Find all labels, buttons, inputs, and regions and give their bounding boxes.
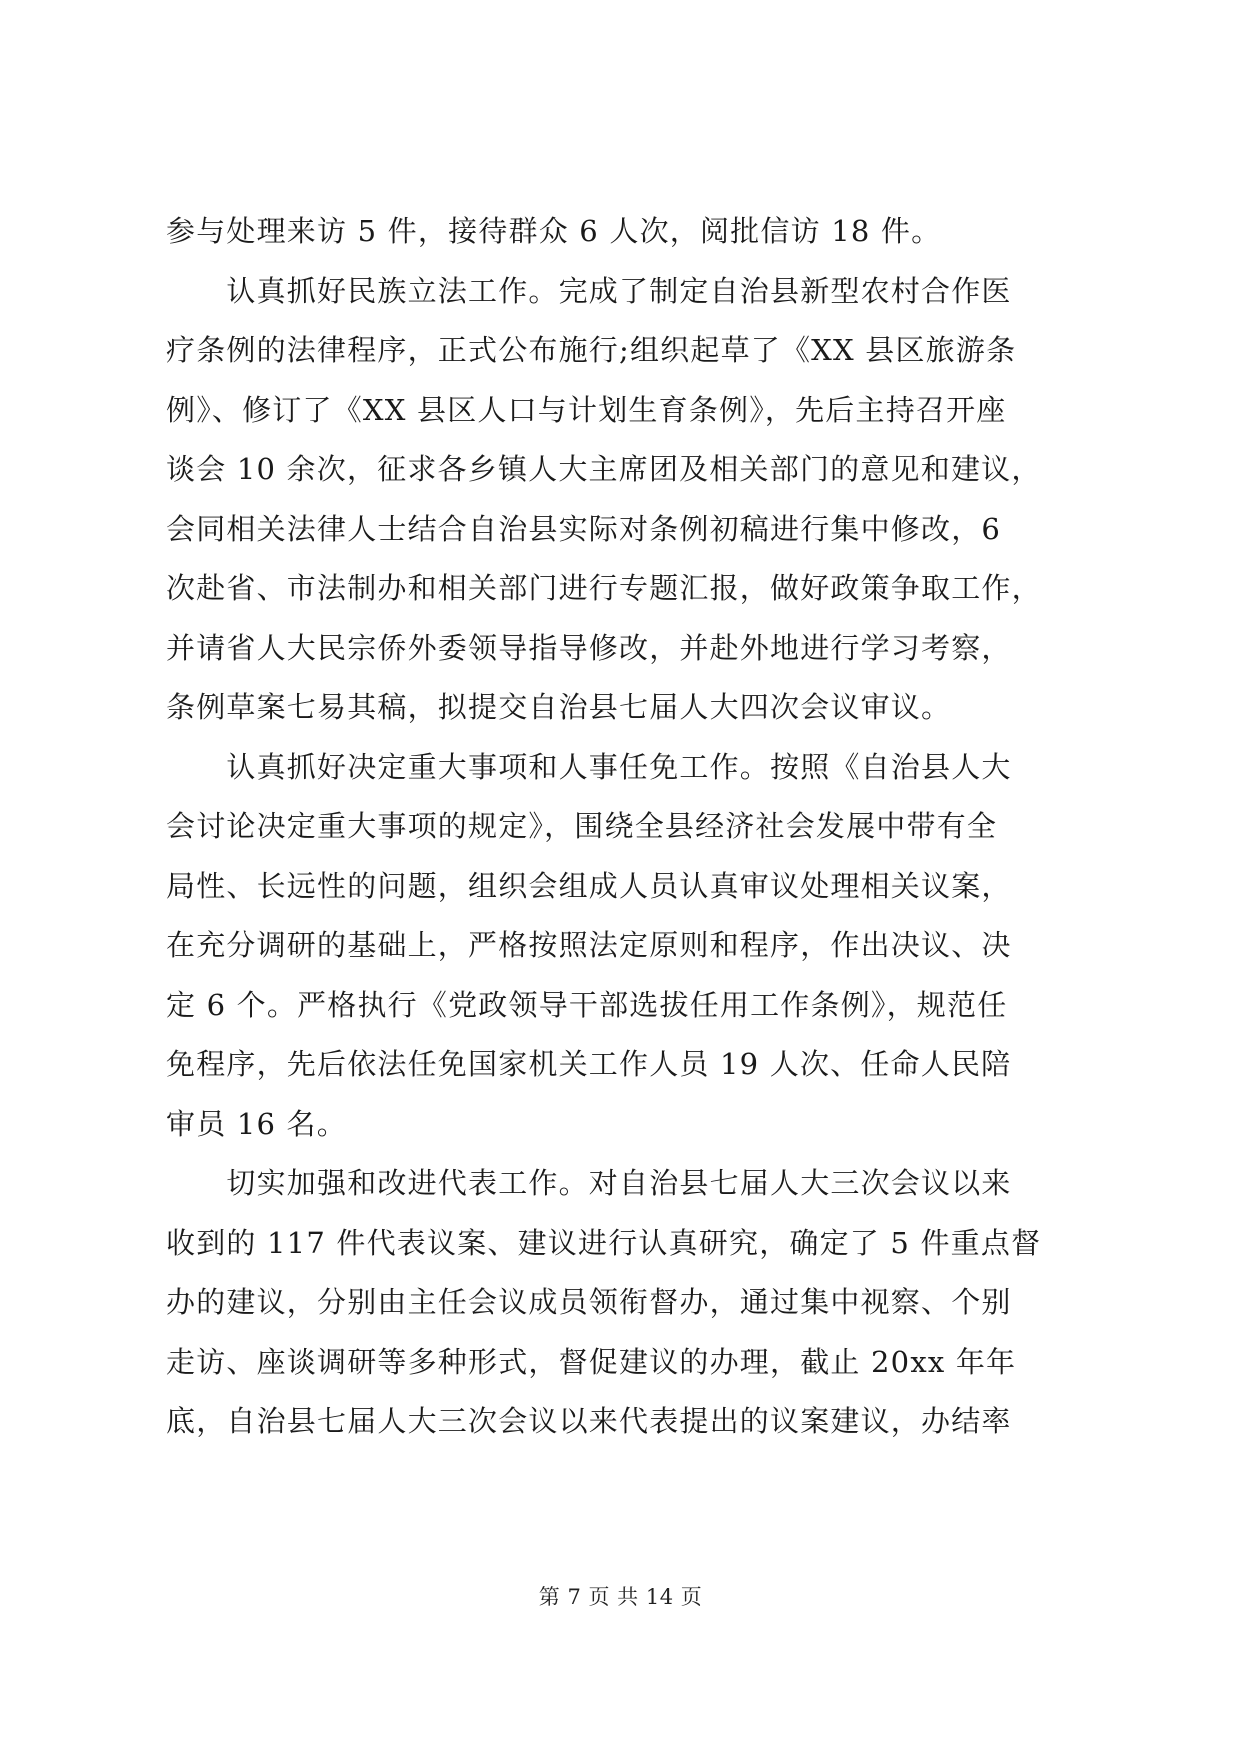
text-line: 切实加强和改进代表工作。对自治县七届人大三次会议以来 [166, 1166, 1012, 1200]
text-line: 收到的 117 件代表议案、建议进行认真研究，确定了 5 件重点督 [166, 1225, 1042, 1260]
text-line: 例》、修订了《XX 县区人口与计划生育条例》，先后主持召开座 [166, 392, 1007, 427]
text-line: 并请省人大民宗侨外委领导指导修改，并赴外地进行学习考察， [166, 630, 1012, 665]
text-line: 免程序，先后依法任免国家机关工作人员 19 人次、任命人民陪 [166, 1047, 1012, 1081]
document-body [166, 202, 1076, 1452]
text-line: 疗条例的法律程序，正式公布施行;组织起草了《XX 县区旅游条 [166, 333, 1017, 367]
text-line: 底，自治县七届人大三次会议以来代表提出的议案建议，办结率 [166, 1404, 1012, 1438]
text-line: 在充分调研的基础上，严格按照法定原则和程序，作出决议、决 [166, 928, 1012, 962]
text-line: 定 6 个。严格执行《党政领导干部选拔任用工作条例》，规范任 [166, 987, 1008, 1022]
text-line: 谈会 10 余次，征求各乡镇人大主席团及相关部门的意见和建议， [166, 452, 1042, 486]
page-number-footer: 第 7 页 共 14 页 [538, 1585, 703, 1609]
text-line: 会讨论决定重大事项的规定》，围绕全县经济社会发展中带有全 [166, 809, 998, 843]
text-line: 认真抓好决定重大事项和人事任免工作。按照《自治县人大 [166, 749, 1012, 784]
text-line: 审员 16 名。 [166, 1106, 347, 1141]
text-line: 办的建议，分别由主任会议成员领衔督办，通过集中视察、个别 [166, 1285, 1012, 1319]
text-line: 走访、座谈调研等多种形式，督促建议的办理，截止 20xx 年年 [166, 1344, 1017, 1379]
text-line: 认真抓好民族立法工作。完成了制定自治县新型农村合作医 [166, 273, 1012, 308]
text-line: 条例草案七易其稿，拟提交自治县七届人大四次会议审议。 [166, 690, 952, 724]
text-line: 参与处理来访 5 件，接待群众 6 人次，阅批信访 18 件。 [166, 214, 942, 248]
text-line: 次赴省、市法制办和相关部门进行专题汇报，做好政策争取工作， [166, 571, 1042, 605]
text-line: 局性、长远性的问题，组织会组成人员认真审议处理相关议案， [166, 868, 1012, 903]
text-line: 会同相关法律人士结合自治县实际对条例初稿进行集中修改，6 [166, 511, 1002, 546]
